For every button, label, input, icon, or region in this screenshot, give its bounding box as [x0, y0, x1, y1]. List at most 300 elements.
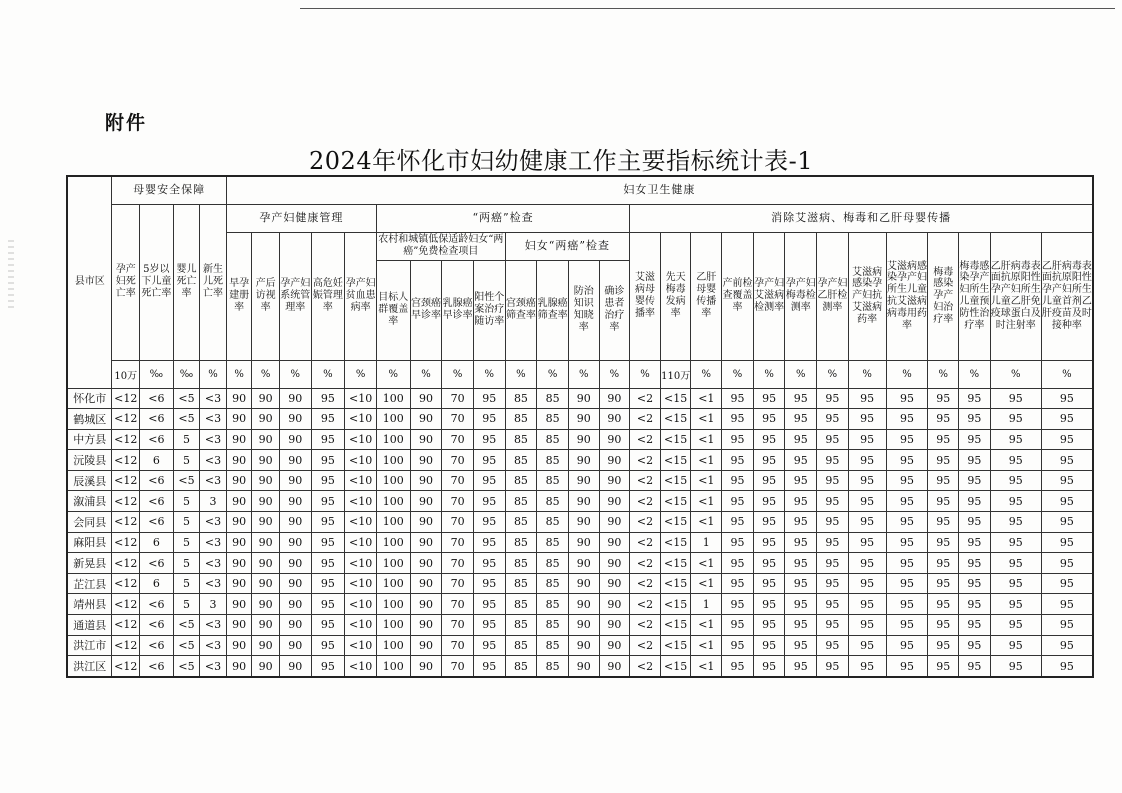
col-breast-early-dx: 乳腺癌早诊率 [442, 260, 474, 360]
value-cell: 95 [785, 594, 817, 615]
value-cell: 95 [817, 553, 849, 574]
value-cell: 95 [722, 532, 754, 553]
value-cell: 90 [410, 553, 442, 574]
value-cell: 90 [599, 429, 630, 450]
value-cell: 95 [753, 429, 785, 450]
value-cell: 95 [1041, 409, 1093, 430]
unit-cell: % [886, 360, 928, 388]
col-high-risk-mgmt: 高危妊娠管理率 [311, 232, 345, 360]
district-cell: 靖州县 [67, 594, 112, 615]
value-cell: <15 [660, 512, 691, 533]
value-cell: 85 [537, 615, 569, 636]
unit-row [67, 360, 1093, 388]
value-cell: 90 [252, 409, 280, 430]
statistics-table [66, 175, 1094, 678]
value-cell: 70 [442, 491, 474, 512]
value-cell: 90 [279, 388, 311, 409]
value-cell: 95 [817, 388, 849, 409]
value-cell: 100 [376, 491, 410, 512]
unit-cell: % [990, 360, 1041, 388]
value-cell: 5 [173, 532, 200, 553]
value-cell: 85 [505, 470, 537, 491]
value-cell: 95 [886, 450, 928, 471]
value-cell: <15 [660, 429, 691, 450]
value-cell: 95 [848, 409, 886, 430]
value-cell: 95 [848, 532, 886, 553]
value-cell: 100 [376, 615, 410, 636]
value-cell: 85 [505, 573, 537, 594]
value-cell: 90 [410, 429, 442, 450]
value-cell: 95 [886, 615, 928, 636]
value-cell: 95 [928, 450, 959, 471]
value-cell: 95 [886, 491, 928, 512]
value-cell: <6 [140, 388, 174, 409]
value-cell: 90 [599, 573, 630, 594]
value-cell: 85 [537, 573, 569, 594]
value-cell: <2 [630, 512, 661, 533]
value-cell: 95 [785, 512, 817, 533]
col-congenital-syphilis: 先天梅毒发病率 [660, 232, 691, 360]
value-cell: 95 [959, 388, 991, 409]
district-cell: 新晃县 [67, 553, 112, 574]
value-cell: <15 [660, 491, 691, 512]
group-women-two-cancers: 妇女“两癌”检查 [505, 232, 630, 260]
table-row [67, 532, 1093, 553]
value-cell: 90 [252, 615, 280, 636]
value-cell: 90 [568, 409, 599, 430]
value-cell: 100 [376, 635, 410, 656]
value-cell: 95 [990, 635, 1041, 656]
value-cell: 85 [537, 491, 569, 512]
value-cell: 95 [753, 532, 785, 553]
value-cell: 90 [568, 594, 599, 615]
value-cell: <6 [140, 553, 174, 574]
value-cell: 95 [959, 615, 991, 636]
value-cell: 95 [722, 470, 754, 491]
value-cell: <6 [140, 429, 174, 450]
value-cell: 95 [722, 615, 754, 636]
value-cell: 70 [442, 656, 474, 677]
top-border-line [300, 8, 1115, 9]
table-row [67, 470, 1093, 491]
table-row [67, 388, 1093, 409]
value-cell: <3 [200, 615, 227, 636]
value-cell: 90 [226, 512, 252, 533]
value-cell: 95 [886, 388, 928, 409]
table-row [67, 491, 1093, 512]
value-cell: 95 [817, 573, 849, 594]
col-confirmed-treatment: 确诊患者治疗率 [599, 260, 630, 360]
value-cell: 100 [376, 450, 410, 471]
value-cell: 95 [848, 553, 886, 574]
value-cell: 95 [959, 450, 991, 471]
value-cell: <10 [345, 615, 377, 636]
value-cell: 90 [599, 553, 630, 574]
district-cell: 溆浦县 [67, 491, 112, 512]
table-row [67, 553, 1093, 574]
value-cell: 90 [279, 656, 311, 677]
value-cell: 5 [173, 429, 200, 450]
value-cell: 95 [785, 573, 817, 594]
value-cell: 90 [568, 450, 599, 471]
value-cell: <1 [691, 450, 722, 471]
value-cell: 95 [928, 615, 959, 636]
col-breast-screening: 乳腺癌筛查率 [537, 260, 569, 360]
value-cell: 95 [817, 491, 849, 512]
value-cell: <2 [630, 450, 661, 471]
value-cell: 90 [568, 512, 599, 533]
col-system-mgmt: 孕产妇系统管理率 [279, 232, 311, 360]
col-hbv-vaccine: 乙肝病毒表面抗原阳性孕产妇所生儿童首剂乙肝疫苗及时接种率 [1041, 232, 1093, 360]
attachment-label: 附件 [105, 112, 148, 134]
value-cell: <1 [691, 388, 722, 409]
value-cell: <3 [200, 635, 227, 656]
unit-cell: % [691, 360, 722, 388]
value-cell: 90 [410, 450, 442, 471]
value-cell: <10 [345, 635, 377, 656]
value-cell: <12 [112, 429, 140, 450]
value-cell: 95 [753, 573, 785, 594]
col-neonatal-mortality: 新生儿死亡率 [200, 204, 227, 360]
value-cell: 95 [311, 573, 345, 594]
value-cell: 95 [311, 429, 345, 450]
value-cell: 85 [505, 388, 537, 409]
value-cell: <12 [112, 594, 140, 615]
value-cell: 95 [473, 409, 505, 430]
value-cell: 85 [505, 429, 537, 450]
value-cell: <3 [200, 429, 227, 450]
value-cell: <2 [630, 388, 661, 409]
value-cell: 90 [226, 429, 252, 450]
value-cell: 95 [817, 409, 849, 430]
group-pregnancy-mgmt: 孕产妇健康管理 [226, 204, 376, 232]
value-cell: <12 [112, 409, 140, 430]
col-knowledge-awareness: 防治知识知晓率 [568, 260, 599, 360]
value-cell: 95 [886, 532, 928, 553]
table-row [67, 615, 1093, 636]
value-cell: 95 [785, 470, 817, 491]
value-cell: 90 [279, 512, 311, 533]
value-cell: 85 [537, 656, 569, 677]
unit-cell: % [959, 360, 991, 388]
value-cell: <1 [691, 656, 722, 677]
value-cell: 70 [442, 573, 474, 594]
value-cell: 95 [311, 635, 345, 656]
value-cell: <10 [345, 470, 377, 491]
value-cell: 95 [848, 594, 886, 615]
value-cell: 5 [173, 512, 200, 533]
value-cell: 90 [568, 388, 599, 409]
value-cell: 95 [848, 512, 886, 533]
col-anemia: 孕产妇贫血患病率 [345, 232, 377, 360]
value-cell: 90 [410, 512, 442, 533]
value-cell: 95 [311, 594, 345, 615]
value-cell: 95 [753, 594, 785, 615]
value-cell: 90 [279, 615, 311, 636]
value-cell: 90 [252, 388, 280, 409]
group-women-health: 妇女卫生健康 [226, 176, 1093, 204]
value-cell: 95 [473, 512, 505, 533]
value-cell: 95 [817, 656, 849, 677]
value-cell: 95 [473, 573, 505, 594]
group-rural-free-screening: 农村和城镇低保适龄妇女“两癌”免费检查项目 [376, 232, 505, 260]
value-cell: 95 [1041, 470, 1093, 491]
value-cell: <10 [345, 409, 377, 430]
value-cell: 90 [568, 429, 599, 450]
value-cell: <3 [200, 532, 227, 553]
value-cell: 6 [140, 450, 174, 471]
value-cell: 95 [848, 429, 886, 450]
value-cell: 95 [785, 553, 817, 574]
value-cell: 95 [817, 429, 849, 450]
value-cell: 95 [959, 635, 991, 656]
value-cell: 70 [442, 512, 474, 533]
value-cell: 70 [442, 532, 474, 553]
value-cell: 85 [505, 409, 537, 430]
value-cell: 95 [886, 409, 928, 430]
value-cell: 95 [753, 512, 785, 533]
value-cell: 90 [226, 635, 252, 656]
value-cell: <3 [200, 409, 227, 430]
value-cell: 95 [990, 573, 1041, 594]
value-cell: 95 [785, 532, 817, 553]
value-cell: 95 [473, 615, 505, 636]
value-cell: 95 [928, 553, 959, 574]
unit-cell: % [410, 360, 442, 388]
unit-cell: % [505, 360, 537, 388]
value-cell: <3 [200, 573, 227, 594]
value-cell: 95 [848, 635, 886, 656]
value-cell: 70 [442, 635, 474, 656]
value-cell: 95 [722, 553, 754, 574]
value-cell: 95 [1041, 573, 1093, 594]
value-cell: 95 [990, 450, 1041, 471]
value-cell: 85 [505, 553, 537, 574]
value-cell: 95 [1041, 388, 1093, 409]
district-cell: 中方县 [67, 429, 112, 450]
value-cell: <15 [660, 470, 691, 491]
value-cell: 85 [537, 450, 569, 471]
value-cell: 95 [1041, 512, 1093, 533]
table-row [67, 512, 1093, 533]
value-cell: 70 [442, 450, 474, 471]
scan-artifact [8, 240, 14, 310]
value-cell: 95 [848, 388, 886, 409]
value-cell: <6 [140, 594, 174, 615]
value-cell: 95 [817, 532, 849, 553]
value-cell: 95 [959, 573, 991, 594]
value-cell: 90 [599, 635, 630, 656]
value-cell: 95 [785, 615, 817, 636]
value-cell: 90 [568, 470, 599, 491]
value-cell: <1 [691, 409, 722, 430]
value-cell: 95 [473, 450, 505, 471]
value-cell: 95 [311, 409, 345, 430]
value-cell: 100 [376, 512, 410, 533]
value-cell: 90 [252, 450, 280, 471]
value-cell: 90 [279, 491, 311, 512]
col-target-coverage: 目标人群覆盖率 [376, 260, 410, 360]
value-cell: 95 [848, 573, 886, 594]
value-cell: <1 [691, 615, 722, 636]
value-cell: <12 [112, 656, 140, 677]
value-cell: 95 [848, 615, 886, 636]
value-cell: 95 [753, 470, 785, 491]
value-cell: 95 [959, 409, 991, 430]
unit-cell: % [568, 360, 599, 388]
value-cell: 100 [376, 553, 410, 574]
value-cell: 90 [252, 429, 280, 450]
value-cell: 95 [1041, 491, 1093, 512]
value-cell: <2 [630, 635, 661, 656]
value-cell: 100 [376, 656, 410, 677]
value-cell: 95 [311, 656, 345, 677]
unit-cell: % [928, 360, 959, 388]
value-cell: <2 [630, 594, 661, 615]
col-early-registration: 早孕建册率 [226, 232, 252, 360]
value-cell: 95 [886, 553, 928, 574]
value-cell: 95 [473, 429, 505, 450]
value-cell: <5 [173, 409, 200, 430]
col-hiv-transmission: 艾滋病母婴传播率 [630, 232, 661, 360]
value-cell: 70 [442, 553, 474, 574]
value-cell: <5 [173, 470, 200, 491]
value-cell: <2 [630, 491, 661, 512]
value-cell: 95 [785, 409, 817, 430]
value-cell: 90 [226, 553, 252, 574]
value-cell: <10 [345, 573, 377, 594]
value-cell: <2 [630, 470, 661, 491]
value-cell: 95 [886, 512, 928, 533]
value-cell: 90 [279, 429, 311, 450]
value-cell: 90 [410, 491, 442, 512]
value-cell: 90 [279, 532, 311, 553]
value-cell: 95 [928, 470, 959, 491]
col-hiv-maternal-drug: 艾滋病感染孕产妇抗艾滋病药率 [848, 232, 886, 360]
value-cell: 95 [311, 450, 345, 471]
unit-cell: % [226, 360, 252, 388]
value-cell: 95 [990, 388, 1041, 409]
value-cell: 90 [410, 594, 442, 615]
value-cell: 95 [473, 388, 505, 409]
value-cell: 95 [959, 470, 991, 491]
value-cell: 95 [959, 532, 991, 553]
col-infant-mortality: 婴儿死亡率 [173, 204, 200, 360]
unit-cell: ‰ [173, 360, 200, 388]
unit-cell: % [311, 360, 345, 388]
value-cell: 95 [928, 491, 959, 512]
value-cell: <3 [200, 450, 227, 471]
unit-cell: % [753, 360, 785, 388]
value-cell: 95 [311, 532, 345, 553]
value-cell: <10 [345, 594, 377, 615]
value-cell: 95 [311, 553, 345, 574]
value-cell: <1 [691, 470, 722, 491]
value-cell: <10 [345, 532, 377, 553]
group-maternal-safety: 母婴安全保障 [112, 176, 226, 204]
value-cell: <6 [140, 409, 174, 430]
value-cell: <15 [660, 553, 691, 574]
value-cell: 100 [376, 429, 410, 450]
value-cell: 90 [410, 615, 442, 636]
value-cell: 90 [279, 553, 311, 574]
value-cell: 95 [990, 491, 1041, 512]
value-cell: <1 [691, 553, 722, 574]
district-cell: 会同县 [67, 512, 112, 533]
value-cell: 90 [279, 470, 311, 491]
value-cell: <1 [691, 635, 722, 656]
unit-cell: % [473, 360, 505, 388]
value-cell: 95 [473, 491, 505, 512]
value-cell: <5 [173, 388, 200, 409]
value-cell: 85 [537, 635, 569, 656]
value-cell: 95 [928, 429, 959, 450]
district-cell: 洪江区 [67, 656, 112, 677]
value-cell: 95 [722, 635, 754, 656]
col-postpartum-visit: 产后访视率 [252, 232, 280, 360]
value-cell: 90 [599, 512, 630, 533]
value-cell: 95 [785, 450, 817, 471]
table-row [67, 656, 1093, 677]
value-cell: <10 [345, 429, 377, 450]
col-maternal-mortality: 孕产妇死亡率 [112, 204, 140, 360]
col-hbv-test: 孕产妇乙肝检测率 [817, 232, 849, 360]
value-cell: 95 [311, 388, 345, 409]
col-hiv-test: 孕产妇艾滋病检测率 [753, 232, 785, 360]
value-cell: 95 [959, 512, 991, 533]
value-cell: 85 [537, 553, 569, 574]
unit-cell: % [252, 360, 280, 388]
value-cell: <2 [630, 656, 661, 677]
col-hbv-transmission: 乙肝母婴传播率 [691, 232, 722, 360]
value-cell: 90 [252, 491, 280, 512]
value-cell: 100 [376, 532, 410, 553]
value-cell: 95 [817, 470, 849, 491]
value-cell: <12 [112, 470, 140, 491]
value-cell: 95 [959, 491, 991, 512]
value-cell: 90 [279, 635, 311, 656]
value-cell: 95 [928, 573, 959, 594]
value-cell: 95 [473, 553, 505, 574]
value-cell: 6 [140, 532, 174, 553]
value-cell: 100 [376, 409, 410, 430]
unit-cell: % [817, 360, 849, 388]
district-cell: 辰溪县 [67, 470, 112, 491]
unit-cell: 10万 [112, 360, 140, 388]
value-cell: 95 [959, 553, 991, 574]
value-cell: 90 [599, 409, 630, 430]
value-cell: <3 [200, 656, 227, 677]
value-cell: 95 [785, 635, 817, 656]
value-cell: 100 [376, 388, 410, 409]
value-cell: 85 [505, 532, 537, 553]
value-cell: 95 [990, 594, 1041, 615]
value-cell: <12 [112, 388, 140, 409]
value-cell: 85 [537, 409, 569, 430]
value-cell: 95 [753, 553, 785, 574]
value-cell: 90 [599, 450, 630, 471]
value-cell: 90 [410, 409, 442, 430]
value-cell: 95 [848, 450, 886, 471]
value-cell: <10 [345, 512, 377, 533]
value-cell: 90 [410, 635, 442, 656]
district-header: 县市区 [67, 176, 112, 388]
value-cell: 90 [568, 553, 599, 574]
unit-cell: % [200, 360, 227, 388]
value-cell: 90 [599, 470, 630, 491]
value-cell: 95 [959, 656, 991, 677]
value-cell: 95 [990, 553, 1041, 574]
